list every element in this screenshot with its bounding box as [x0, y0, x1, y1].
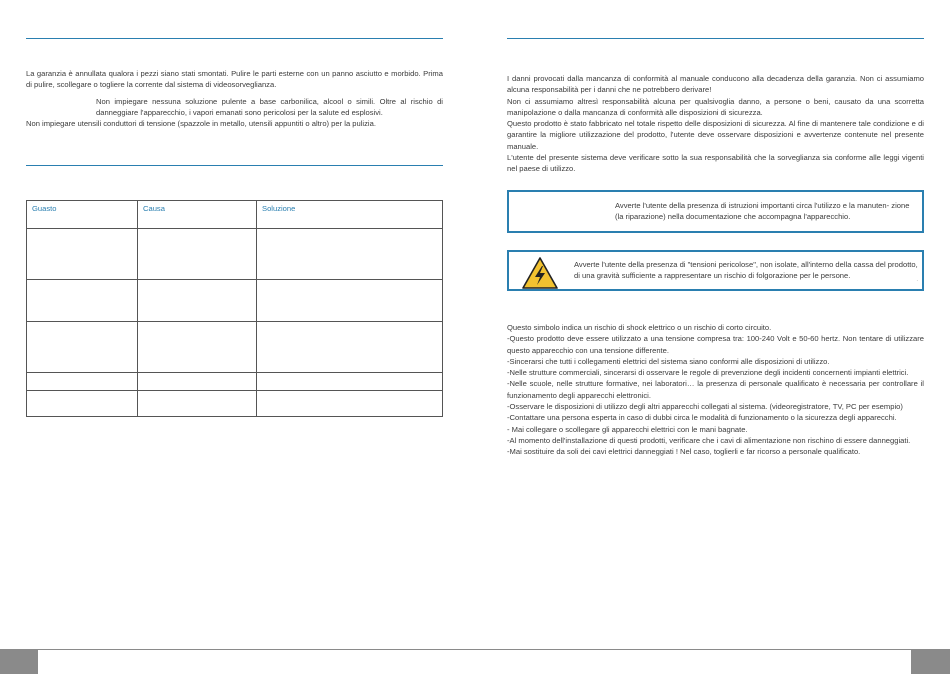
table-row [27, 391, 443, 417]
safety-line: -Mai sostituire da soli dei cavi elettrici danneggiati ! Nel caso, toglierli e far ricorso a personale qualificato. [507, 447, 861, 457]
safety-line: Questo simbolo indica un rischio di shock elettrico o un rischio di corto circuito. [507, 323, 772, 332]
high-voltage-warning-icon [522, 257, 558, 289]
safety-line: - Mai collegare o scollegare gli apparecchi elettrici con le mani bagnate. [507, 424, 748, 434]
safety-section [507, 322, 924, 458]
table-cell [138, 391, 257, 417]
notice-corner-mark: · [916, 277, 918, 284]
table-cell [257, 229, 443, 280]
table-row [27, 373, 443, 391]
table-cell [138, 280, 257, 322]
table-cell [257, 280, 443, 322]
warranty-paragraph-2: Non ci assumiamo altresì responsabilità alcuna per qualsivoglia danno, a persone o beni, causato da una scorretta manipolazione o dalla mancanza di conformità alle disposizioni di sicurezza. [507, 96, 924, 117]
safety-line: -Al momento dell'installazione di questi prodotti, verificare che i cavi di alimentazione non rischino di essere danneggiati. [507, 435, 911, 445]
table-cell [27, 373, 138, 391]
table-row [27, 322, 443, 373]
safety-line: -Contattare una persona esperta in caso di dubbi circa le modalità di funzionamento o la sicurezza degli apparecchi. [507, 413, 897, 423]
table-row [27, 229, 443, 280]
left-mid-rule [26, 165, 443, 166]
header-soluzione: Soluzione [257, 201, 443, 229]
table-cell [257, 391, 443, 417]
table-cell [27, 391, 138, 417]
table-cell [138, 229, 257, 280]
table-cell [138, 373, 257, 391]
care-paragraph-1: La garanzia è annullata qualora i pezzi siano stati smontati. Pulire le parti esterne con un panno asciutto e morbido. Prima di pulire, scollegare o togliere la corrente dal sistema di videosorveglianza. [26, 69, 443, 90]
left-top-rule [26, 38, 443, 39]
safety-line: -Questo prodotto deve essere utilizzato a una tensione compresa tra: 100-240 Volt e 50-60 hertz. Non tentare di utilizzare questo apparecchio con una tensione differente. [507, 334, 924, 355]
safety-line: -Nelle scuole, nelle strutture formative, nei laboratori… la presenza di personale qualificato è necessaria per controllare il funzionamento degli apparecchi elettronici. [507, 379, 924, 400]
safety-line: -Osservare le disposizioni di utilizzo degli altri apparecchi collegati al sistema. (videoregistratore, TV, PC per esempio) [507, 402, 903, 412]
care-paragraph-3: Non impiegare utensili conduttori di tensione (spazzole in metallo, utensili appuntiti o altro) per la pulizia. [26, 119, 376, 129]
safety-line: -Nelle strutture commerciali, sincerarsi di osservare le regole di prevenzione degli incidenti concernenti impianti elettrici. [507, 368, 909, 378]
care-section [26, 68, 443, 129]
footer-left-block [0, 649, 38, 674]
header-causa: Causa [138, 201, 257, 229]
voltage-notice-text: Avverte l'utente della presenza di "tensioni pericolose", non isolate, all'interno della cassa del prodotto, di una gravità sufficiente a rappresentare un rischio di folgorazione per le persone. [574, 260, 918, 281]
table-cell [27, 229, 138, 280]
warranty-section [507, 73, 924, 175]
table-cell [138, 322, 257, 373]
warranty-paragraph-3: Questo prodotto è stato fabbricato nel totale rispetto delle disposizioni di sicurezza. Al fine di mantenere tale condizione e di garantire la migliore utilizzazione del prodotto, l'utente deve osservare disposizioni e avvertenze contenute nel presente manuale. [507, 119, 924, 151]
table-header-row [27, 201, 443, 229]
warranty-paragraph-4: L'utente del presente sistema deve verificare sotto la sua responsabilità che la sorveglianza sia conforme alle leggi vigenti nel paese di utilizzo. [507, 153, 924, 174]
care-paragraph-2: Non impiegare nessuna soluzione pulente a base carbonilica, alcool o simili. Oltre al rischio di danneggiare l'apparecchio, i vapori emanati sono pericolosi per la salute ed esplosivi. [96, 96, 443, 117]
safety-line: -Sincerarsi che tutti i collegamenti elettrici del sistema siano conformi alle disposizioni di utilizzo. [507, 356, 830, 366]
table-row [27, 280, 443, 322]
table-cell [257, 373, 443, 391]
instructions-notice-box [507, 190, 924, 233]
troubleshooting-table [26, 200, 443, 417]
page-footer [0, 649, 950, 674]
table-cell [27, 322, 138, 373]
voltage-notice-box [507, 250, 924, 291]
table-cell [257, 322, 443, 373]
footer-line [38, 649, 911, 650]
header-guasto: Guasto [27, 201, 138, 229]
table-cell [27, 280, 138, 322]
right-top-rule [507, 38, 924, 39]
warranty-paragraph-1: I danni provocati dalla mancanza di conformità al manuale conducono alla decadenza della garanzia. Non ci assumiamo alcuna responsabilità per i danni che ne potrebbero derivare! [507, 74, 924, 95]
instructions-notice-text: Avverte l'utente della presenza di istruzioni importanti circa l'utilizzo e la manuten- zione (la riparazione) nella documentazione che accompagna l'apparecchio. [615, 201, 910, 222]
footer-right-block [911, 649, 950, 674]
